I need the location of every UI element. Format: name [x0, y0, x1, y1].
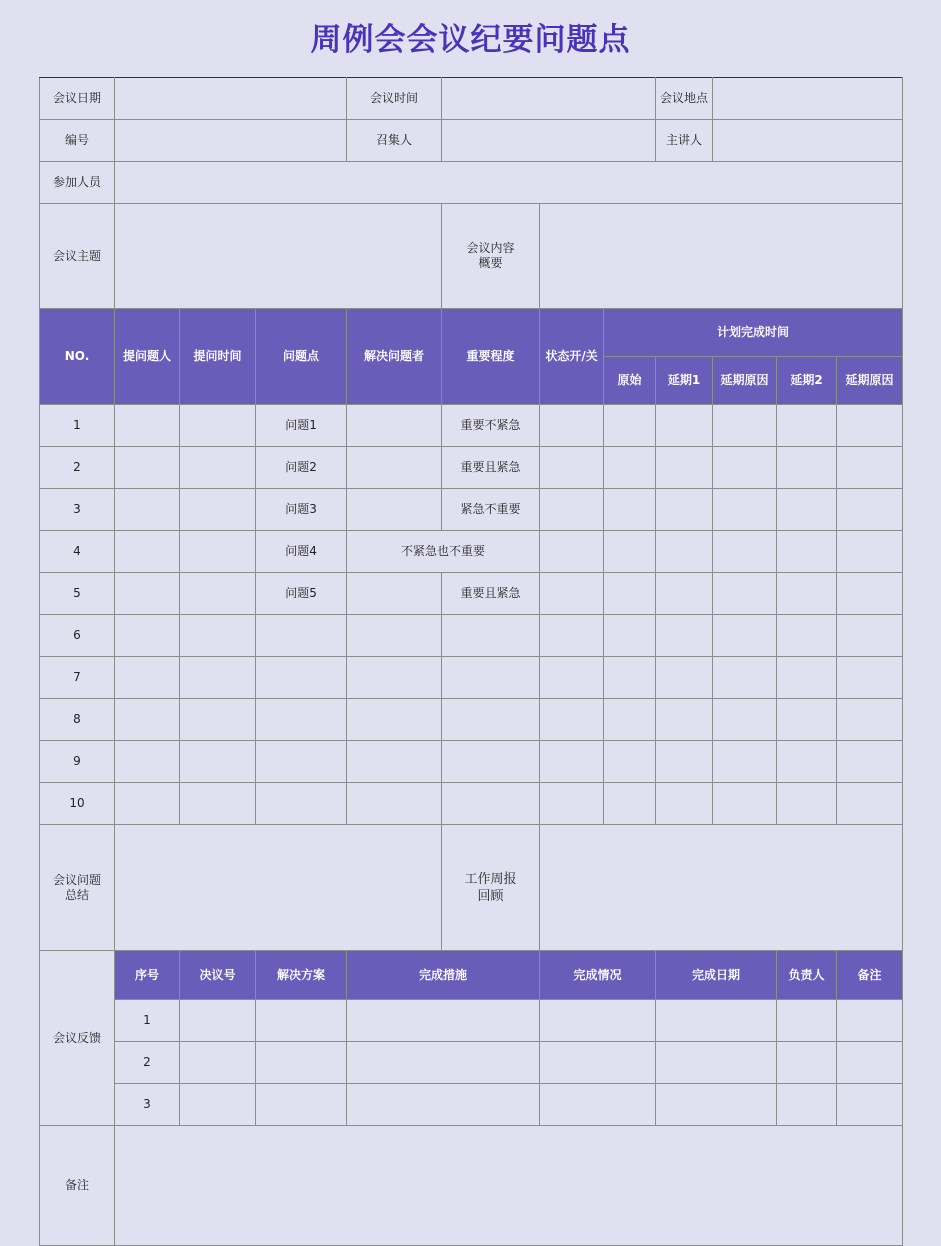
status-cell[interactable] [540, 699, 604, 741]
delay1-cell[interactable] [656, 741, 713, 783]
ask-time-cell[interactable] [180, 489, 256, 531]
status-cell[interactable] [540, 405, 604, 447]
fb-seq: 3 [115, 1084, 180, 1126]
fb-solution-cell[interactable] [256, 1000, 347, 1042]
attendees-row [40, 162, 903, 204]
row-no: 7 [40, 657, 115, 699]
location-value-cell[interactable] [713, 78, 903, 120]
solver-cell[interactable] [347, 699, 442, 741]
delay-reason1-cell[interactable] [713, 531, 777, 573]
table-row [40, 489, 903, 531]
fb-col-owner-header: 负责人 [777, 951, 837, 1000]
row-no: 9 [40, 741, 115, 783]
fb-date-cell[interactable] [656, 1000, 777, 1042]
col-delay-reason1-header: 延期原因 [713, 357, 777, 405]
solver-cell[interactable] [347, 657, 442, 699]
delay-reason1-cell[interactable] [713, 699, 777, 741]
importance-cell[interactable] [442, 699, 540, 741]
asker-cell[interactable] [115, 699, 180, 741]
feedback-header-row [40, 951, 903, 1000]
delay2-cell[interactable] [777, 405, 837, 447]
time-label: 会议时间 [347, 78, 442, 120]
row-no: 1 [40, 405, 115, 447]
fb-status-cell[interactable] [540, 1000, 656, 1042]
original-cell[interactable] [604, 741, 656, 783]
importance-cell[interactable]: 重要且紧急 [442, 573, 540, 615]
importance-cell[interactable]: 重要不紧急 [442, 405, 540, 447]
weekly-report-value-cell[interactable] [540, 825, 903, 951]
row-no: 4 [40, 531, 115, 573]
fb-seq: 1 [115, 1000, 180, 1042]
speaker-label: 主讲人 [656, 120, 713, 162]
remarks-value-cell[interactable] [115, 1126, 903, 1246]
asker-cell[interactable] [115, 657, 180, 699]
attendees-label: 参加人员 [40, 162, 115, 204]
date-value-cell[interactable] [115, 78, 347, 120]
topic-row [40, 204, 903, 309]
delay-reason2-cell[interactable] [837, 657, 903, 699]
issue-cell[interactable] [256, 657, 347, 699]
col-asker-header: 提问题人 [115, 309, 180, 405]
info-row-1 [40, 78, 903, 120]
solver-cell[interactable] [347, 447, 442, 489]
importance-cell[interactable]: 重要且紧急 [442, 447, 540, 489]
delay-reason2-cell[interactable] [837, 615, 903, 657]
asker-cell[interactable] [115, 489, 180, 531]
issue-cell[interactable]: 问题3 [256, 489, 347, 531]
fb-col-status-header: 完成情况 [540, 951, 656, 1000]
issue-summary-label: 会议问题 总结 [40, 825, 115, 951]
delay1-cell[interactable] [656, 489, 713, 531]
delay-reason1-cell[interactable] [713, 783, 777, 825]
importance-cell[interactable] [442, 615, 540, 657]
remarks-row [40, 1126, 903, 1246]
col-status-header: 状态开/关 [540, 309, 604, 405]
original-cell[interactable] [604, 783, 656, 825]
delay-reason1-cell[interactable] [713, 657, 777, 699]
delay-reason1-cell[interactable] [713, 573, 777, 615]
status-cell[interactable] [540, 489, 604, 531]
row-no: 3 [40, 489, 115, 531]
ask-time-cell[interactable] [180, 615, 256, 657]
fb-col-date-header: 完成日期 [656, 951, 777, 1000]
delay-reason2-cell[interactable] [837, 405, 903, 447]
fb-col-resolution-header: 决议号 [180, 951, 256, 1000]
delay-reason2-cell[interactable] [837, 783, 903, 825]
delay2-cell[interactable] [777, 783, 837, 825]
fb-resolution-cell[interactable] [180, 1042, 256, 1084]
issue-cell[interactable] [256, 615, 347, 657]
original-cell[interactable] [604, 573, 656, 615]
fb-col-solution-header: 解决方案 [256, 951, 347, 1000]
original-cell[interactable] [604, 699, 656, 741]
content-summary-label: 会议内容 概要 [442, 204, 540, 309]
row-no: 5 [40, 573, 115, 615]
delay-reason1-cell[interactable] [713, 741, 777, 783]
solver-cell[interactable] [347, 615, 442, 657]
col-solver-header: 解决问题者 [347, 309, 442, 405]
fb-measures-cell[interactable] [347, 1042, 540, 1084]
delay1-cell[interactable] [656, 447, 713, 489]
original-cell[interactable] [604, 489, 656, 531]
fb-col-measures-header: 完成措施 [347, 951, 540, 1000]
col-delay1-header: 延期1 [656, 357, 713, 405]
fb-owner-cell[interactable] [777, 1042, 837, 1084]
importance-cell[interactable]: 紧急不重要 [442, 489, 540, 531]
issue-cell[interactable] [256, 741, 347, 783]
asker-cell[interactable] [115, 615, 180, 657]
delay2-cell[interactable] [777, 489, 837, 531]
weekly-report-label: 工作周报 回顾 [442, 825, 540, 951]
fb-remark-cell[interactable] [837, 1084, 903, 1126]
issue-cell[interactable] [256, 783, 347, 825]
solver-cell[interactable] [347, 573, 442, 615]
fb-remark-cell[interactable] [837, 1000, 903, 1042]
delay-reason1-cell[interactable] [713, 447, 777, 489]
asker-cell[interactable] [115, 531, 180, 573]
original-cell[interactable] [604, 405, 656, 447]
delay2-cell[interactable] [777, 741, 837, 783]
feedback-label: 会议反馈 [40, 951, 115, 1126]
delay-reason2-cell[interactable] [837, 741, 903, 783]
row-no: 6 [40, 615, 115, 657]
fb-measures-cell[interactable] [347, 1000, 540, 1042]
col-original-header: 原始 [604, 357, 656, 405]
asker-cell[interactable] [115, 405, 180, 447]
ask-time-cell[interactable] [180, 573, 256, 615]
row-no: 10 [40, 783, 115, 825]
date-label: 会议日期 [40, 78, 115, 120]
delay-reason2-cell[interactable] [837, 573, 903, 615]
col-delay-reason2-header: 延期原因 [837, 357, 903, 405]
table-row [40, 447, 903, 489]
delay-reason2-cell[interactable] [837, 699, 903, 741]
delay2-cell[interactable] [777, 615, 837, 657]
solver-cell[interactable] [347, 741, 442, 783]
delay2-cell[interactable] [777, 657, 837, 699]
importance-cell[interactable]: 不紧急也不重要 [347, 531, 540, 573]
fb-seq: 2 [115, 1042, 180, 1084]
delay1-cell[interactable] [656, 531, 713, 573]
importance-cell[interactable] [442, 741, 540, 783]
status-cell[interactable] [540, 657, 604, 699]
delay-reason1-cell[interactable] [713, 489, 777, 531]
asker-cell[interactable] [115, 783, 180, 825]
page-title: 周例会会议纪要问题点 [310, 22, 631, 58]
ask-time-cell[interactable] [180, 783, 256, 825]
ask-time-cell[interactable] [180, 657, 256, 699]
table-row [40, 741, 903, 783]
issue-cell[interactable]: 问题5 [256, 573, 347, 615]
status-cell[interactable] [540, 615, 604, 657]
feedback-row [40, 1042, 903, 1084]
delay-reason1-cell[interactable] [713, 405, 777, 447]
col-ask-time-header: 提问时间 [180, 309, 256, 405]
issue-cell[interactable]: 问题2 [256, 447, 347, 489]
delay-reason2-cell[interactable] [837, 531, 903, 573]
delay2-cell[interactable] [777, 573, 837, 615]
feedback-row [40, 1084, 903, 1126]
row-no: 2 [40, 447, 115, 489]
issue-cell[interactable] [256, 699, 347, 741]
topic-value-cell[interactable] [115, 204, 442, 309]
fb-owner-cell[interactable] [777, 1000, 837, 1042]
table-row [40, 405, 903, 447]
delay-reason2-cell[interactable] [837, 447, 903, 489]
remarks-label: 备注 [40, 1126, 115, 1246]
fb-date-cell[interactable] [656, 1042, 777, 1084]
issue-cell[interactable]: 问题1 [256, 405, 347, 447]
delay1-cell[interactable] [656, 405, 713, 447]
table-row [40, 531, 903, 573]
row-no: 8 [40, 699, 115, 741]
original-cell[interactable] [604, 447, 656, 489]
delay-reason2-cell[interactable] [837, 489, 903, 531]
delay1-cell[interactable] [656, 783, 713, 825]
solver-cell[interactable] [347, 489, 442, 531]
ask-time-cell[interactable] [180, 405, 256, 447]
speaker-value-cell[interactable] [713, 120, 903, 162]
fb-col-remark-header: 备注 [837, 951, 903, 1000]
fb-status-cell[interactable] [540, 1084, 656, 1126]
solver-cell[interactable] [347, 405, 442, 447]
summary-row [40, 825, 903, 951]
col-plan-time-header: 计划完成时间 [604, 309, 903, 357]
col-no-header: NO. [40, 309, 115, 405]
topic-label: 会议主题 [40, 204, 115, 309]
fb-date-cell[interactable] [656, 1084, 777, 1126]
original-cell[interactable] [604, 531, 656, 573]
delay1-cell[interactable] [656, 657, 713, 699]
status-cell[interactable] [540, 741, 604, 783]
convener-value-cell[interactable] [442, 120, 656, 162]
col-importance-header: 重要程度 [442, 309, 540, 405]
ask-time-cell[interactable] [180, 447, 256, 489]
status-cell[interactable] [540, 573, 604, 615]
fb-status-cell[interactable] [540, 1042, 656, 1084]
delay2-cell[interactable] [777, 447, 837, 489]
table-row [40, 573, 903, 615]
asker-cell[interactable] [115, 447, 180, 489]
delay2-cell[interactable] [777, 531, 837, 573]
attendees-value-cell[interactable] [115, 162, 903, 204]
ask-time-cell[interactable] [180, 699, 256, 741]
table-row [40, 657, 903, 699]
solver-cell[interactable] [347, 783, 442, 825]
delay-reason1-cell[interactable] [713, 615, 777, 657]
fb-measures-cell[interactable] [347, 1084, 540, 1126]
delay1-cell[interactable] [656, 573, 713, 615]
status-cell[interactable] [540, 531, 604, 573]
table-row [40, 615, 903, 657]
delay2-cell[interactable] [777, 699, 837, 741]
delay1-cell[interactable] [656, 699, 713, 741]
convener-label: 召集人 [347, 120, 442, 162]
fb-resolution-cell[interactable] [180, 1084, 256, 1126]
fb-solution-cell[interactable] [256, 1042, 347, 1084]
feedback-row [40, 1000, 903, 1042]
importance-cell[interactable] [442, 783, 540, 825]
location-label: 会议地点 [656, 78, 713, 120]
ask-time-cell[interactable] [180, 741, 256, 783]
status-cell[interactable] [540, 783, 604, 825]
time-value-cell[interactable] [442, 78, 656, 120]
status-cell[interactable] [540, 447, 604, 489]
asker-cell[interactable] [115, 741, 180, 783]
meeting-minutes-sheet [39, 77, 903, 1246]
issue-header-row-1 [40, 309, 903, 357]
table-row [40, 783, 903, 825]
original-cell[interactable] [604, 615, 656, 657]
asker-cell[interactable] [115, 573, 180, 615]
delay1-cell[interactable] [656, 615, 713, 657]
col-delay2-header: 延期2 [777, 357, 837, 405]
number-label: 编号 [40, 120, 115, 162]
issue-summary-value-cell[interactable] [115, 825, 442, 951]
content-summary-value-cell[interactable] [540, 204, 903, 309]
table-row [40, 699, 903, 741]
number-value-cell[interactable] [115, 120, 347, 162]
issue-cell[interactable]: 问题4 [256, 531, 347, 573]
info-row-2 [40, 120, 903, 162]
fb-resolution-cell[interactable] [180, 1000, 256, 1042]
importance-cell[interactable] [442, 657, 540, 699]
fb-col-seq-header: 序号 [115, 951, 180, 1000]
fb-remark-cell[interactable] [837, 1042, 903, 1084]
fb-solution-cell[interactable] [256, 1084, 347, 1126]
original-cell[interactable] [604, 657, 656, 699]
col-issue-header: 问题点 [256, 309, 347, 405]
fb-owner-cell[interactable] [777, 1084, 837, 1126]
ask-time-cell[interactable] [180, 531, 256, 573]
